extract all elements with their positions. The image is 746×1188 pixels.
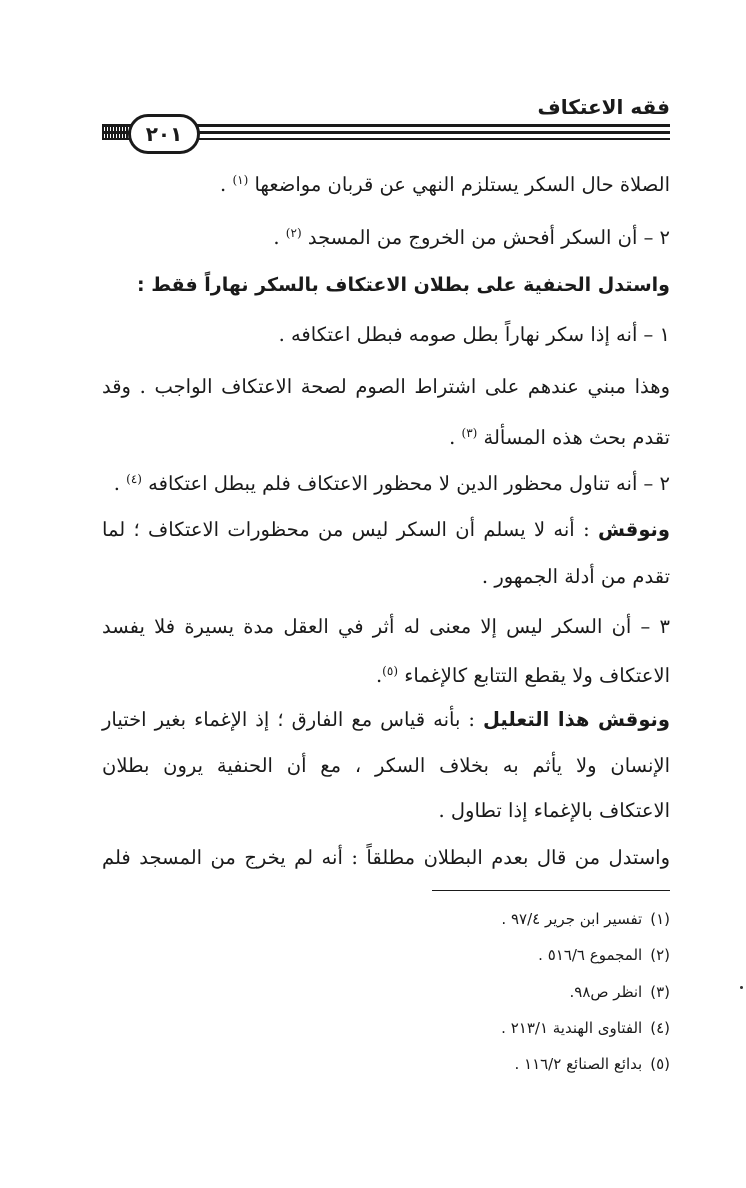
footnote: (٤)الفتاوى الهندية ٢١٣/١ .	[501, 1019, 670, 1037]
body-line: الاعتكاف ولا يقطع التتابع كالإغماء $^{(٥)}$.	[375, 664, 670, 687]
body-line: ٢ – أن السكر أفحش من الخروج من المسجد $^{(٢)}$ .	[273, 226, 670, 249]
footnote-ref[interactable]: (١)	[232, 173, 249, 187]
page-number-badge: ٢٠١	[128, 114, 200, 154]
footnote-number: (٥)	[650, 1055, 670, 1073]
footnote-number: (٣)	[650, 983, 670, 1001]
body-line: الاعتكاف بالإغماء إذا تطاول .	[438, 799, 670, 822]
footnote: (٣)انظر ص٩٨.	[569, 983, 670, 1001]
body-line: ٢ – أنه تناول محظور الدين لا محظور الاعتكاف فلم يبطل اعتكافه $^{(٤)}$ .	[113, 472, 670, 495]
footnote-number: (٤)	[650, 1019, 670, 1037]
footnote-ref[interactable]: (٤)	[126, 472, 142, 486]
section-heading: واستدل الحنفية على بطلان الاعتكاف بالسكر نهاراً فقط :	[136, 274, 670, 296]
body-line: ٣ – أن السكر ليس إلا معنى له أثر في العقل مدة يسيرة فلا يفسد	[102, 615, 670, 638]
footnote-ref[interactable]: (٥)	[382, 664, 398, 678]
body-line: وهذا مبني عندهم على اشتراط الصوم لصحة الاعتكاف الواجب . وقد	[102, 375, 670, 398]
discussion-label: ونوقش هذا التعليل	[483, 708, 670, 731]
footnote-ref[interactable]: (٢)	[285, 226, 302, 240]
body-line: تقدم من أدلة الجمهور .	[481, 565, 670, 588]
body-line: واستدل من قال بعدم البطلان مطلقاً : أنه لم يخرج من المسجد فلم	[102, 846, 670, 869]
body-line: ونوقش هذا التعليل : بأنه قياس مع الفارق ؛ إذ الإغماء بغير اختيار	[102, 708, 670, 731]
body-line: الإنسان ولا يأثم به بخلاف السكر ، مع أن الحنفية يرون بطلان	[102, 754, 670, 777]
footnote-number: (١)	[650, 910, 670, 928]
footnote-separator	[432, 890, 670, 891]
footnote-ref[interactable]: (٣)	[461, 426, 478, 440]
footnote: (٢)المجموع ٥١٦/٦ .	[538, 946, 670, 964]
body-line: ١ – أنه إذا سكر نهاراً بطل صومه فبطل اعتكافه .	[278, 323, 670, 346]
body-line: ونوقش : أنه لا يسلم أن السكر ليس من محظورات الاعتكاف ؛ لما	[102, 518, 670, 541]
scan-speck	[740, 986, 743, 989]
running-head: فقه الاعتكاف	[537, 95, 670, 119]
footnote-number: (٢)	[650, 946, 670, 964]
footnote: (١)تفسير ابن جرير ٩٧/٤ .	[501, 910, 670, 928]
body-line: تقدم بحث هذه المسألة $^{(٣)}$ .	[449, 426, 670, 449]
body-line: الصلاة حال السكر يستلزم النهي عن قربان مواضعها $^{(١)}$ .	[220, 173, 670, 196]
discussion-label: ونوقش	[597, 518, 670, 541]
footnote: (٥)بدائع الصنائع ١١٦/٢ .	[514, 1055, 670, 1073]
